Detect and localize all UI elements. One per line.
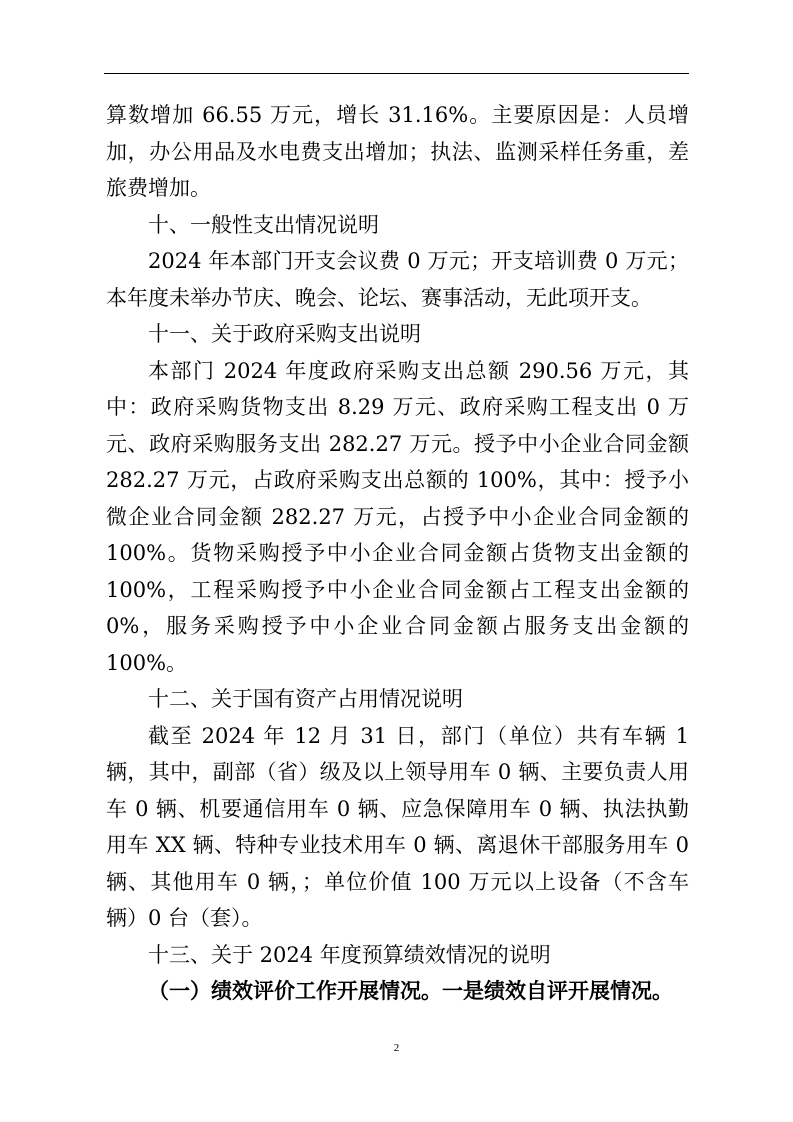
page-number: 2	[393, 1042, 400, 1054]
heading-state-assets: 十二、关于国有资产占用情况说明	[148, 687, 463, 711]
heading-performance: 十三、关于 2024 年度预算绩效情况的说明	[148, 942, 551, 967]
paragraph-state-assets: 截至 2024 年 12 月 31 日，部门（单位）共有车辆 1 辆，其中，副部（省）级及以上领导用车 0 辆、主要负责人用车 0 辆、机要通信用车 0 辆、应急保障用车 0 辆、执法执勤用车 XX 辆、特种专业技术用车 0 辆、离退休干部服务用车 0 辆、其他用车 0 辆，；单位价值 100 万元以上设备（不含车辆）0 台（套）。	[106, 723, 689, 930]
heading-general-expenditure: 十、一般性支出情况说明	[148, 212, 379, 237]
paragraph-general-expenditure: 2024 年本部门开支会议费 0 万元；开支培训费 0 万元；本年度未举办节庆、晚会、论坛、赛事活动，无此项开支。	[106, 249, 689, 310]
subheading-performance-evaluation: （一）绩效评价工作开展情况。一是绩效自评开展情况。	[148, 978, 673, 1003]
paragraph-continuation: 算数增加 66.55 万元，增长 31.16%。主要原因是：人员增加，办公用品及水电费支出增加；执法、监测采样任务重，差旅费增加。	[106, 103, 689, 200]
header-rule	[104, 73, 689, 74]
body-text	[106, 97, 689, 1010]
heading-government-procurement: 十一、关于政府采购支出说明	[148, 322, 421, 346]
paragraph-government-procurement: 本部门 2024 年度政府采购支出总额 290.56 万元，其中：政府采购货物支出 8.29 万元、政府采购工程支出 0 万元、政府采购服务支出 282.27 万元。授予中小企业合同金额 282.27 万元，占政府采购支出总额的 100%，其中：授予小微企业合同金额 282.27 万元，占授予中小企业合同金额的 100%。货物采购授予中小企业合同金额占货物支出金额的 100%，工程采购授予中小企业合同金额占工程支出金额的 0%，服务采购授予中小企业合同金额占服务支出金额的 100%。	[106, 358, 689, 675]
